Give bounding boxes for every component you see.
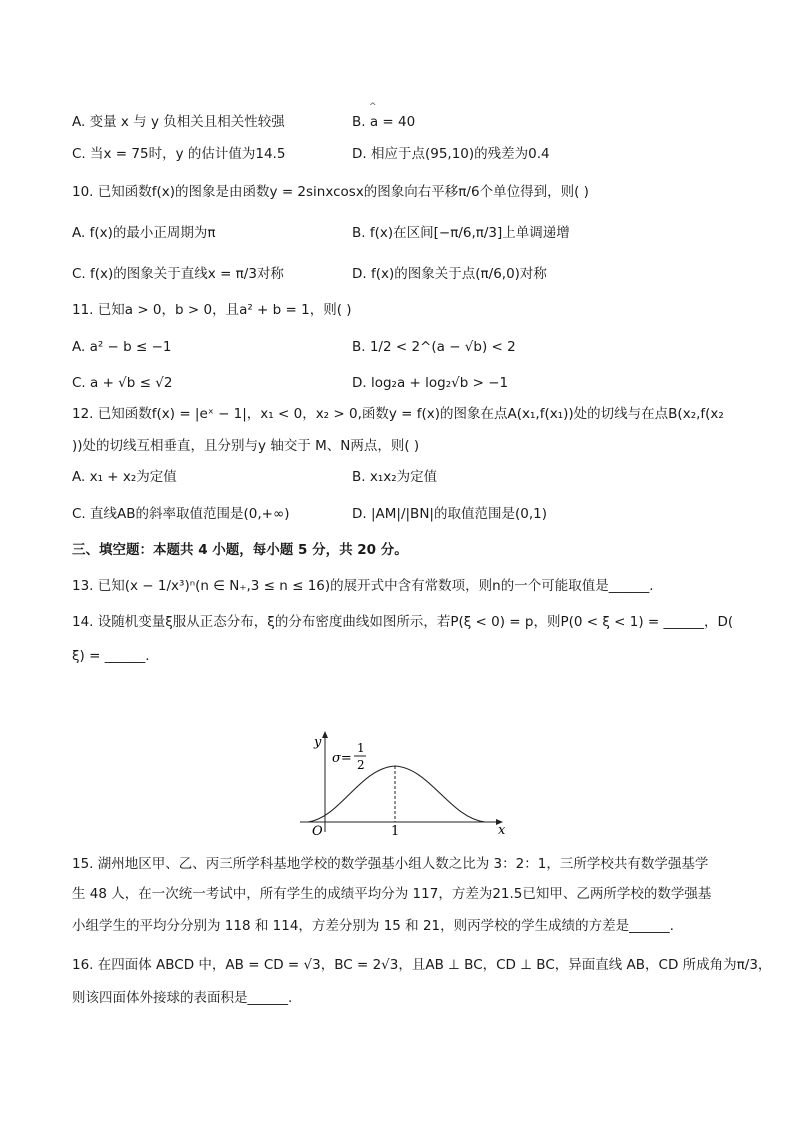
q11-option-d: D. log₂a + log₂√b > −1 <box>352 375 509 391</box>
q9-option-c: C. 当x = 75时，y 的估计值为14.5 <box>72 146 286 162</box>
q16-line1: 16. 在四面体 ABCD 中，AB = CD = √3，BC = 2√3，且AB ⊥ BC，CD ⊥ BC，异面直线 AB，CD 所成角为π/3， <box>72 957 772 973</box>
q11-option-c: C. a + √b ≤ √2 <box>72 375 173 391</box>
q9-option-d: D. 相应于点(95,10)的残差为0.4 <box>352 146 550 162</box>
q11-option-a: A. a² − b ≤ −1 <box>72 339 172 355</box>
q10-option-a: A. f(x)的最小正周期为π <box>72 225 216 241</box>
q10-option-b: B. f(x)在区间[−π/6,π/3]上单调递增 <box>352 225 570 241</box>
y-label: y <box>314 735 322 750</box>
q10-stem: 10. 已知函数f(x)的图象是由函数y = 2sinxcosx的图象向右平移π/6个单位得到，则( ) <box>72 184 589 200</box>
q11-option-b: B. 1/2 < 2^(a − √b) < 2 <box>352 339 516 355</box>
sigma-numerator: 1 <box>357 741 365 755</box>
y-axis-arrow-icon <box>322 731 328 738</box>
q9-option-a: A. 变量 x 与 y 负相关且相关性较强 <box>72 114 285 130</box>
q13: 13. 已知(x − 1/x³)ⁿ(n ∈ N₊,3 ≤ n ≤ 16)的展开式中含有常数项，则n的一个可能取值是______. <box>72 578 654 594</box>
q14-line1: 14. 设随机变量ξ服从正态分布，ξ的分布密度曲线如图所示，若P(ξ < 0) = p，则P(0 < ξ < 1) = ______，D( <box>72 614 734 630</box>
q10-option-d: D. f(x)的图象关于点(π/6,0)对称 <box>352 266 547 282</box>
q16-line2: 则该四面体外接球的表面积是______. <box>72 990 293 1006</box>
q11-stem: 11. 已知a > 0，b > 0，且a² + b = 1，则( ) <box>72 302 352 318</box>
q10-option-c: C. f(x)的图象关于直线x = π/3对称 <box>72 266 284 282</box>
sigma-label: σ= <box>332 751 352 766</box>
q9-option-b: B. a = 40 <box>352 114 416 130</box>
q12-option-a: A. x₁ + x₂为定值 <box>72 469 177 485</box>
sigma-denominator: 2 <box>357 758 365 772</box>
q12-option-c: C. 直线AB的斜率取值范围是(0,+∞) <box>72 506 290 522</box>
q12-option-d: D. |AM|/|BN|的取值范围是(0,1) <box>352 506 547 522</box>
q12-stem-line1: 12. 已知函数f(x) = |eˣ − 1|，x₁ < 0，x₂ > 0,函数y = f(x)的图象在点A(x₁,f(x₁))处的切线与在点B(x₂,f(x₂ <box>72 406 724 422</box>
density-curve <box>308 766 485 822</box>
q12-stem-line2: ))处的切线互相垂直，且分别与y 轴交于 M、N两点，则( ) <box>72 438 420 454</box>
x-label: x <box>498 823 506 838</box>
hat-mark: ^ <box>369 102 377 112</box>
normal-curve-figure <box>300 728 520 840</box>
section-heading: 三、填空题：本题共 4 小题，每小题 5 分，共 20 分。 <box>72 542 408 558</box>
origin-label: O <box>312 824 323 839</box>
q15-line3: 小组学生的平均分分别为 118 和 114，方差分别为 15 和 21，则丙学校的学生成绩的方差是______. <box>72 918 674 934</box>
q15-line1: 15. 湖州地区甲、乙、丙三所学科基地学校的数学强基小组人数之比为 3：2：1，三所学校共有数学强基学 <box>72 856 709 872</box>
q15-line2: 生 48 人，在一次统一考试中，所有学生的成绩平均分为 117，方差为21.5已知甲、乙两所学校的数学强基 <box>72 886 712 902</box>
tick-label-1: 1 <box>391 824 400 839</box>
q12-option-b: B. x₁x₂为定值 <box>352 469 438 485</box>
q14-line2: ξ) = ______. <box>72 648 150 664</box>
